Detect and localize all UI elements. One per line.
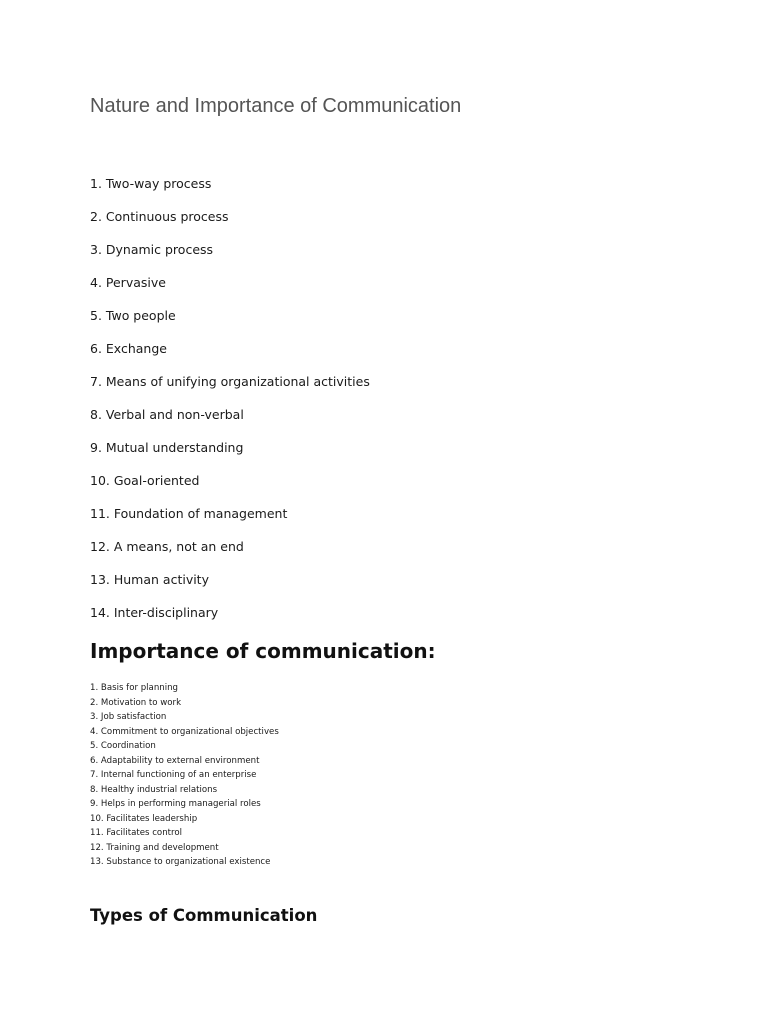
list-item: 8. Healthy industrial relations — [90, 784, 218, 795]
list-item: 14. Inter-disciplinary — [90, 605, 219, 620]
list-item: 13. Human activity — [90, 572, 209, 587]
list-item: 9. Mutual understanding — [90, 440, 244, 455]
list-item: 1. Two-way process — [90, 176, 212, 191]
list-item: 13. Substance to organizational existence — [90, 857, 271, 867]
list-item: 1. Basis for planning — [90, 683, 179, 693]
list-item: 10. Facilitates leadership — [90, 813, 198, 824]
list-item: 9. Helps in performing managerial roles — [90, 799, 261, 809]
list-item: 7. Means of unifying organizational activities — [90, 374, 370, 389]
list-item: 4. Commitment to organizational objectives — [90, 726, 279, 737]
nature-list — [90, 174, 370, 636]
page-title: Nature and Importance of Communication — [90, 95, 462, 117]
list-item: 3. Job satisfaction — [90, 712, 167, 722]
importance-heading: Importance of communication: — [90, 639, 436, 663]
list-item: 11. Facilitates control — [90, 828, 182, 838]
list-item: 3. Dynamic process — [90, 242, 214, 257]
list-item: 4. Pervasive — [90, 275, 166, 290]
list-item: 12. Training and development — [90, 842, 219, 853]
list-item: 6. Exchange — [90, 341, 167, 356]
importance-list — [90, 681, 279, 870]
list-item: 10. Goal-oriented — [90, 473, 200, 488]
list-item: 2. Continuous process — [90, 209, 229, 224]
list-item: 2. Motivation to work — [90, 697, 182, 708]
list-item: 6. Adaptability to external environment — [90, 755, 260, 766]
list-item: 5. Two people — [90, 308, 176, 323]
list-item: 12. A means, not an end — [90, 539, 244, 554]
list-item: 5. Coordination — [90, 741, 156, 751]
list-item: 7. Internal functioning of an enterprise — [90, 770, 257, 780]
types-heading: Types of Communication — [90, 906, 318, 925]
list-item: 11. Foundation of management — [90, 506, 288, 521]
list-item: 8. Verbal and non-verbal — [90, 407, 244, 422]
